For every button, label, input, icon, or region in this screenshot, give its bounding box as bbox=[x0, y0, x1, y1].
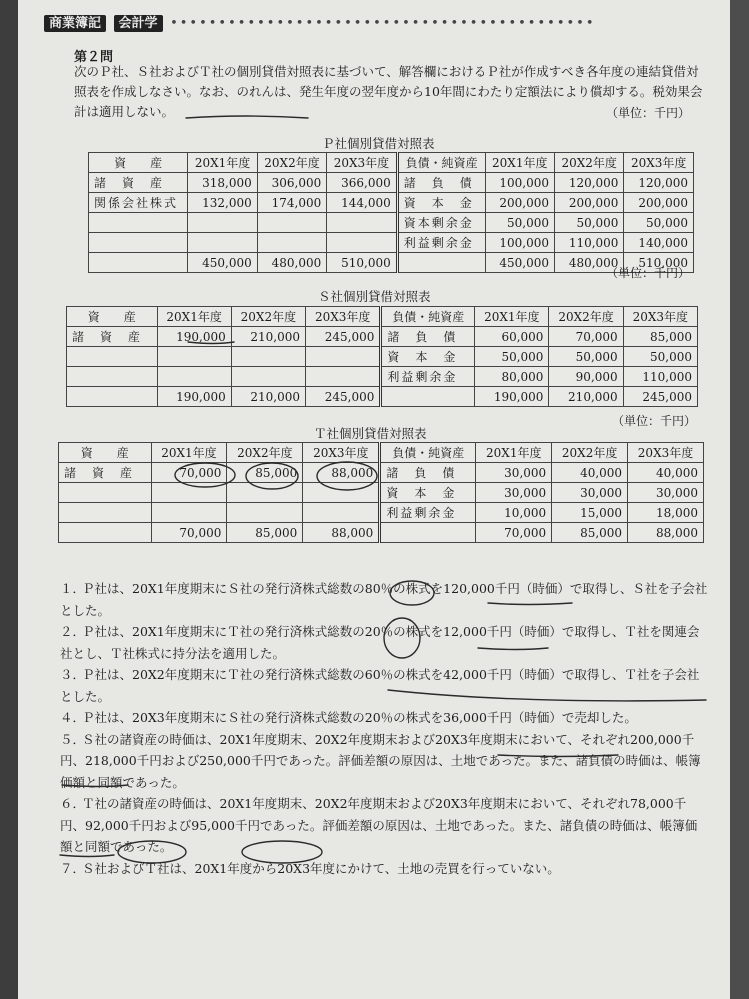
note-number: ２． bbox=[60, 624, 86, 639]
table-header-row bbox=[67, 307, 698, 327]
amount-cell: 30,000 bbox=[476, 463, 552, 483]
amount-cell: 50,000 bbox=[549, 347, 623, 367]
total-cell bbox=[397, 253, 485, 273]
total-cell: 85,000 bbox=[552, 523, 628, 543]
question-intro: 次のＰ社、Ｓ社およびＴ社の個別貸借対照表に基づいて、解答欄におけるＰ社が作成すべき各年度の連結貸借対照表を作成しなさい。なお、のれんは、発生年度の翌年度から10年間にわたり定額法により償却する。税効果会計は適用しない。 bbox=[74, 64, 703, 119]
note-number: ６． bbox=[60, 796, 86, 811]
table-row bbox=[89, 173, 694, 193]
note-item bbox=[60, 664, 708, 707]
column-header: 20X1年度 bbox=[157, 307, 231, 327]
account-label: 資 本 金 bbox=[381, 347, 475, 367]
amount-cell bbox=[188, 213, 257, 233]
amount-cell: 190,000 bbox=[157, 327, 231, 347]
total-cell: 450,000 bbox=[485, 253, 554, 273]
total-cell: 480,000 bbox=[257, 253, 326, 273]
account-label: 諸 資 産 bbox=[59, 463, 152, 483]
column-header: 資 産 bbox=[89, 153, 188, 173]
note-number: １． bbox=[60, 581, 86, 596]
column-header: 20X3年度 bbox=[327, 153, 398, 173]
amount-cell: 200,000 bbox=[554, 193, 623, 213]
note-text: Ｓ社およびＴ社は、20X1年度から20X3年度にかけて、土地の売買を行っていない。 bbox=[82, 860, 560, 876]
account-label: 諸 資 産 bbox=[67, 327, 158, 347]
note-item bbox=[60, 707, 708, 729]
p-unit-label: （単位：千円） bbox=[606, 106, 691, 120]
amount-cell bbox=[157, 367, 231, 387]
amount-cell: 30,000 bbox=[552, 483, 628, 503]
account-label: 諸 資 産 bbox=[89, 173, 188, 193]
amount-cell: 200,000 bbox=[485, 193, 554, 213]
amount-cell bbox=[157, 347, 231, 367]
total-cell bbox=[89, 253, 188, 273]
amount-cell bbox=[227, 483, 303, 503]
amount-cell bbox=[327, 213, 398, 233]
total-cell bbox=[381, 387, 475, 407]
amount-cell: 90,000 bbox=[549, 367, 623, 387]
note-number: ７． bbox=[60, 860, 86, 876]
amount-cell: 85,000 bbox=[623, 327, 697, 347]
account-label bbox=[67, 367, 158, 387]
account-label bbox=[89, 233, 188, 253]
column-header: 負債・純資産 bbox=[380, 443, 476, 463]
column-header: 20X2年度 bbox=[549, 307, 623, 327]
table-row bbox=[67, 327, 698, 347]
column-header: 20X2年度 bbox=[227, 443, 303, 463]
t-unit-label: （単位：千円） bbox=[612, 414, 697, 428]
note-text: Ｐ社は、20X2年度期末にＴ社の発行済株式総数の60％の株式を42,000千円（時価）で取得し、Ｔ社を子会社とした。 bbox=[60, 667, 700, 704]
total-cell: 190,000 bbox=[475, 387, 549, 407]
amount-cell: 100,000 bbox=[485, 173, 554, 193]
total-cell: 190,000 bbox=[157, 387, 231, 407]
p-balance-sheet bbox=[88, 152, 694, 273]
amount-cell bbox=[303, 483, 380, 503]
account-label: 利益剰余金 bbox=[380, 503, 476, 523]
table-row bbox=[67, 347, 698, 367]
amount-cell: 40,000 bbox=[552, 463, 628, 483]
account-label: 諸 負 債 bbox=[397, 173, 485, 193]
note-number: ３． bbox=[60, 667, 86, 682]
account-label: 諸 負 債 bbox=[381, 327, 475, 347]
total-cell: 480,000 bbox=[554, 253, 623, 273]
total-cell: 88,000 bbox=[303, 523, 380, 543]
column-header: 20X3年度 bbox=[623, 307, 697, 327]
total-cell: 88,000 bbox=[628, 523, 704, 543]
amount-cell bbox=[257, 233, 326, 253]
amount-cell: 200,000 bbox=[624, 193, 694, 213]
column-header: 20X2年度 bbox=[552, 443, 628, 463]
amount-cell: 318,000 bbox=[188, 173, 257, 193]
column-header: 20X3年度 bbox=[305, 307, 380, 327]
account-label: 利益剰余金 bbox=[381, 367, 475, 387]
column-header: 20X1年度 bbox=[188, 153, 257, 173]
total-cell: 210,000 bbox=[549, 387, 623, 407]
column-header: 負債・純資産 bbox=[397, 153, 485, 173]
note-text: Ｐ社は、20X3年度期末にＳ社の発行済株式総数の20％の株式を36,000千円（時価）で売却した。 bbox=[82, 710, 637, 725]
column-header: 負債・純資産 bbox=[381, 307, 475, 327]
amount-cell: 80,000 bbox=[475, 367, 549, 387]
amount-cell bbox=[327, 233, 398, 253]
total-cell: 510,000 bbox=[327, 253, 398, 273]
account-label bbox=[67, 347, 158, 367]
p-table-title: Ｐ社個別貸借対照表 bbox=[322, 136, 435, 151]
account-label: 利益剰余金 bbox=[397, 233, 485, 253]
amount-cell: 140,000 bbox=[624, 233, 694, 253]
total-cell bbox=[59, 523, 152, 543]
amount-cell: 70,000 bbox=[151, 463, 227, 483]
amount-cell: 120,000 bbox=[554, 173, 623, 193]
total-row bbox=[67, 387, 698, 407]
total-cell: 245,000 bbox=[623, 387, 697, 407]
amount-cell: 10,000 bbox=[476, 503, 552, 523]
note-text: Ｐ社は、20X1年度期末にＳ社の発行済株式総数の80％の株式を120,000千円（時価）で取得し、Ｓ社を子会社とした。 bbox=[60, 581, 708, 618]
note-text: Ｐ社は、20X1年度期末にＴ社の発行済株式総数の20％の株式を12,000千円（時価）で取得し、Ｔ社を関連会社とし、Ｔ社株式に持分法を適用した。 bbox=[60, 624, 700, 661]
account-label: 資 本 金 bbox=[397, 193, 485, 213]
amount-cell: 40,000 bbox=[628, 463, 704, 483]
total-cell bbox=[380, 523, 476, 543]
note-item bbox=[60, 621, 708, 664]
account-label bbox=[59, 483, 152, 503]
account-label bbox=[89, 213, 188, 233]
page-edge-shadow bbox=[730, 0, 749, 999]
column-header: 20X1年度 bbox=[475, 307, 549, 327]
column-header: 20X3年度 bbox=[628, 443, 704, 463]
table-row bbox=[89, 233, 694, 253]
note-item bbox=[60, 858, 708, 880]
column-header: 20X1年度 bbox=[476, 443, 552, 463]
note-number: ５． bbox=[60, 731, 86, 747]
subject-tag: 会計学 bbox=[114, 15, 163, 32]
note-item bbox=[60, 578, 708, 621]
note-number: ４． bbox=[60, 710, 86, 725]
question-notes bbox=[60, 578, 708, 879]
amount-cell: 50,000 bbox=[554, 213, 623, 233]
table-header-row bbox=[59, 443, 704, 463]
table-row bbox=[89, 193, 694, 213]
amount-cell: 210,000 bbox=[231, 327, 305, 347]
amount-cell: 174,000 bbox=[257, 193, 326, 213]
total-cell bbox=[67, 387, 158, 407]
total-cell: 85,000 bbox=[227, 523, 303, 543]
amount-cell: 60,000 bbox=[475, 327, 549, 347]
total-cell: 245,000 bbox=[305, 387, 380, 407]
note-text: Ｓ社の諸資産の時価は、20X1年度期末、20X2年度期末および20X3年度期末において、それぞれ200,000千円、218,000千円および250,000千円であった。評価差額の原因は、土地であった。また、諸負債の時価は、帳簿価額と同額であった。 bbox=[60, 731, 701, 790]
amount-cell bbox=[305, 367, 380, 387]
amount-cell: 100,000 bbox=[485, 233, 554, 253]
note-item bbox=[60, 729, 708, 794]
column-header: 20X3年度 bbox=[624, 153, 694, 173]
total-cell: 510,000 bbox=[624, 253, 694, 273]
account-label: 資 本 金 bbox=[380, 483, 476, 503]
table-row bbox=[59, 463, 704, 483]
amount-cell: 85,000 bbox=[227, 463, 303, 483]
column-header: 資 産 bbox=[59, 443, 152, 463]
amount-cell bbox=[303, 503, 380, 523]
amount-cell bbox=[188, 233, 257, 253]
table-row bbox=[59, 503, 704, 523]
total-row bbox=[59, 523, 704, 543]
account-label: 関係会社株式 bbox=[89, 193, 188, 213]
note-item bbox=[60, 793, 708, 858]
amount-cell: 144,000 bbox=[327, 193, 398, 213]
amount-cell: 110,000 bbox=[623, 367, 697, 387]
amount-cell bbox=[257, 213, 326, 233]
amount-cell: 15,000 bbox=[552, 503, 628, 523]
amount-cell: 306,000 bbox=[257, 173, 326, 193]
total-row bbox=[89, 253, 694, 273]
column-header: 20X1年度 bbox=[151, 443, 227, 463]
amount-cell bbox=[151, 483, 227, 503]
column-header: 20X1年度 bbox=[485, 153, 554, 173]
amount-cell: 50,000 bbox=[623, 347, 697, 367]
table-header-row bbox=[89, 153, 694, 173]
total-cell: 450,000 bbox=[188, 253, 257, 273]
amount-cell: 50,000 bbox=[485, 213, 554, 233]
amount-cell: 30,000 bbox=[476, 483, 552, 503]
table-row bbox=[89, 213, 694, 233]
account-label: 資本剰余金 bbox=[397, 213, 485, 233]
amount-cell: 110,000 bbox=[554, 233, 623, 253]
amount-cell bbox=[231, 367, 305, 387]
column-header: 20X3年度 bbox=[303, 443, 380, 463]
account-label bbox=[59, 503, 152, 523]
chapter-header bbox=[44, 12, 595, 31]
account-label: 諸 負 債 bbox=[380, 463, 476, 483]
amount-cell: 50,000 bbox=[475, 347, 549, 367]
header-dots: •••••••••••••••••••••••••••••••••••••••••••• bbox=[170, 16, 596, 31]
column-header: 20X2年度 bbox=[554, 153, 623, 173]
note-text: Ｔ社の諸資産の時価は、20X1年度期末、20X2年度期末および20X3年度期末において、それぞれ78,000千円、92,000千円および95,000千円であった。評価差額の原因は、土地であった。また、諸負債の時価は、帳簿価額と同額であった。 bbox=[60, 796, 698, 854]
s-table-title: Ｓ社個別貸借対照表 bbox=[318, 289, 431, 304]
total-cell: 70,000 bbox=[476, 523, 552, 543]
amount-cell bbox=[231, 347, 305, 367]
table-row bbox=[67, 367, 698, 387]
column-header: 資 産 bbox=[67, 307, 158, 327]
amount-cell: 88,000 bbox=[303, 463, 380, 483]
amount-cell: 70,000 bbox=[549, 327, 623, 347]
amount-cell: 120,000 bbox=[624, 173, 694, 193]
chapter-tag: 商業簿記 bbox=[44, 15, 106, 32]
amount-cell: 18,000 bbox=[628, 503, 704, 523]
amount-cell: 366,000 bbox=[327, 173, 398, 193]
question-title: 第２問 bbox=[74, 50, 114, 65]
column-header: 20X2年度 bbox=[231, 307, 305, 327]
amount-cell: 132,000 bbox=[188, 193, 257, 213]
total-cell: 210,000 bbox=[231, 387, 305, 407]
amount-cell: 50,000 bbox=[624, 213, 694, 233]
t-balance-sheet bbox=[58, 442, 704, 543]
table-row bbox=[59, 483, 704, 503]
amount-cell: 30,000 bbox=[628, 483, 704, 503]
total-cell: 70,000 bbox=[151, 523, 227, 543]
amount-cell: 245,000 bbox=[305, 327, 380, 347]
amount-cell bbox=[151, 503, 227, 523]
s-balance-sheet bbox=[66, 306, 698, 407]
column-header: 20X2年度 bbox=[257, 153, 326, 173]
s-unit-label: （単位：千円） bbox=[606, 266, 691, 280]
book-spine-shadow bbox=[0, 0, 18, 999]
t-table-title: Ｔ社個別貸借対照表 bbox=[314, 426, 427, 441]
amount-cell bbox=[227, 503, 303, 523]
amount-cell bbox=[305, 347, 380, 367]
